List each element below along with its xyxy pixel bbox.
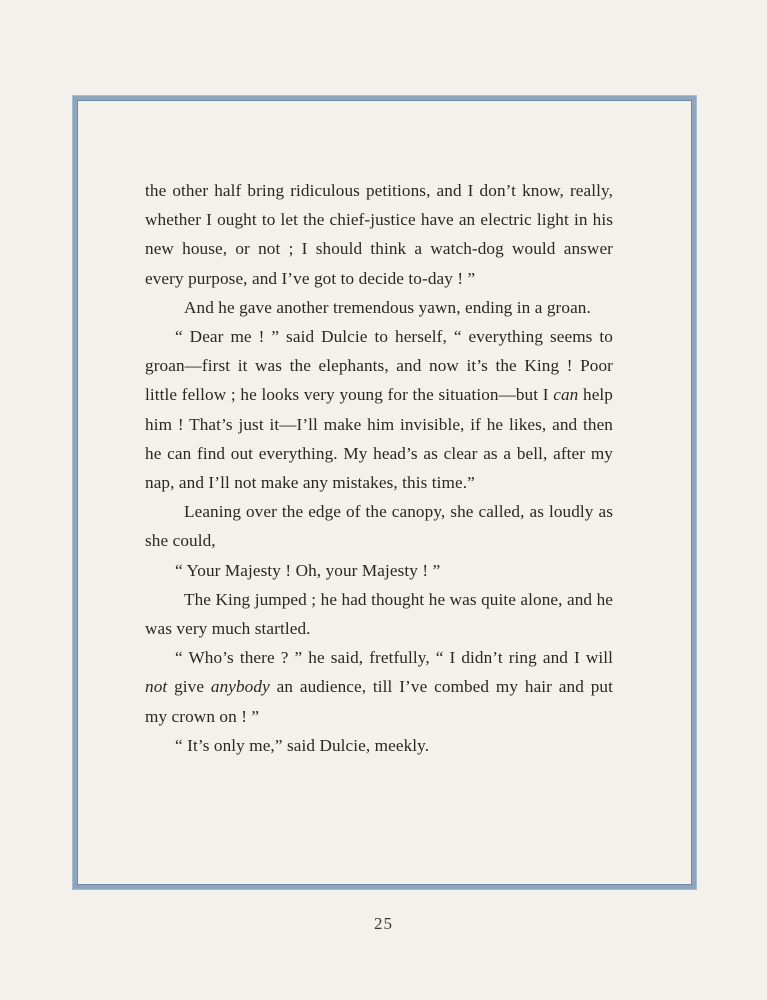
paragraph-3-text-b: help him ! That’s just it—I’ll make him invisible, if he likes, and then he can find out everything. My head’s as clear as a bell, after my nap, and I’ll not make any mistakes, this time.” [145, 385, 613, 493]
paragraph-3-emphasis: can [553, 385, 579, 405]
paragraph-7-text-b: give [167, 677, 211, 697]
paragraph-7-emphasis-anybody: anybody [210, 677, 270, 697]
paragraph-8: “ It’s only me,” said Dulcie, meekly. [175, 735, 430, 755]
body-text [145, 176, 613, 760]
paragraph-7-emphasis-not: not [145, 677, 168, 697]
paragraph-5: “ Your Majesty ! Oh, your Majesty ! ” [175, 560, 441, 580]
page-number: 25 [374, 914, 393, 933]
paragraph-7-text-c: an audience, till I’ve combed my hair and put my crown on ! ” [145, 677, 613, 726]
paragraph-6: The King jumped ; he had thought he was quite alone, and he was very much startled. [145, 589, 613, 639]
paragraph-3 [145, 322, 613, 497]
paragraph-2: And he gave another tremendous yawn, ending in a groan. [184, 297, 591, 317]
paragraph-4: Leaning over the edge of the canopy, she called, as loudly as she could, [145, 502, 613, 551]
paragraph-1: the other half bring ridiculous petitions, and I don’t know, really, whether I ought to let the chief-justice have an electric light in his new house, or not ; I should think a watch-dog would answer every purpose, and I’ve got to decide to-day ! ” [145, 181, 613, 288]
paragraph-7 [145, 643, 613, 731]
paragraph-7-text-a: “ Who’s there ? ” he said, fretfully, “ I didn’t ring and I will [175, 648, 613, 668]
paragraph-3-text-a: “ Dear me ! ” said Dulcie to herself, “ everything seems to groan—first it was the elephants, and now it’s the King ! Poor little fellow ; he looks very young for the situation—but I [145, 327, 613, 405]
